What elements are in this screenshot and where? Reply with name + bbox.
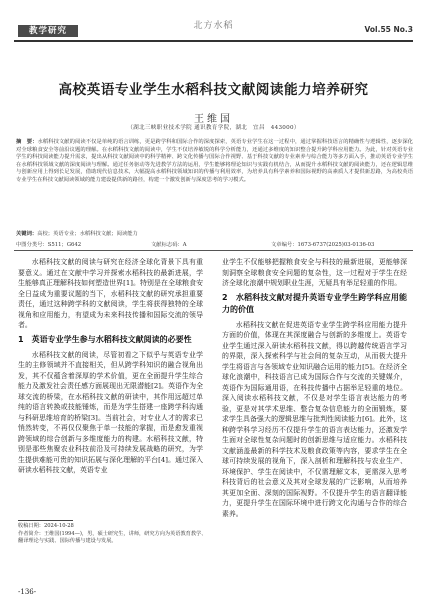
- classification-row: [16, 240, 413, 248]
- document-code: 文献标志码：A: [151, 242, 187, 248]
- received-date: 收稿日期：2024-10-28: [18, 523, 74, 529]
- volume-issue: Vol.55 No.3: [364, 25, 413, 34]
- classification-rule: [14, 250, 413, 251]
- author-name: 王维国: [194, 114, 233, 125]
- footnote-rule: [18, 520, 73, 521]
- paper-title: 高校英语专业学生水稻科技文献阅读能力培养研究: [58, 82, 369, 98]
- keywords: [16, 229, 413, 237]
- article-number: 文章编号：1673-6737(2025)03-0136-03: [271, 242, 375, 248]
- section-1-paragraph: 水稻科技文献的阅读，尽管初看之下似乎与英语专业学生的主修领域并不直接相关，但从跨学科知识的融合视角出发，其不仅蕴含着深厚的学术价值，更在全面提升学生综合能力及激发社会责任感方面展现出无限潜能[2]。英语作为全球交流的桥梁，在水稻科技文献的研读中，其作用远超过单纯的语言转换或技能锤炼，而是为学生搭建一座跨学科沟通与科研思维培育的桥梁[3]。当前社会，对专业人才的需求已悄然转变，不再仅仅聚焦于单一技能的掌握，而是愈发重视跨领域的综合创新与多维度能力的构建。水稻科技文献，特别是那些焦聚农业科技前沿及可持续发展战略的研究，为学生提供难能可贵的知识拓展与深化理解的平台[4]。通过深入研读水稻科技文献，英语专业: [18, 350, 203, 474]
- journal-name: 北方水稻: [193, 21, 234, 31]
- body-column-right: [222, 257, 407, 519]
- author-bio: 作者简介：王维国(1994—)，男，硕士研究生，讲师，研究方向为英语教育教学、翻译理论与实践、国际传播与建设与发展。: [18, 530, 207, 545]
- intro-paragraph: 水稻科技文献的阅读与研究在经济全球化背景下具有重要意义。通过在文献中学习并探索水稻科技的最新进展，学生能够真正理解科技如何塑造世界[1]。特别是在全球粮食安全日益成为重要议题的当下，水稻科技文献的研究承担重要责任，通过这种跨学科的文献阅读，学生将获得独特的全球视角和应用能力，有望成为未来科技传播和国际交流的领导者。: [18, 258, 203, 329]
- keywords-label: 关键词：: [16, 231, 38, 237]
- abstract-text: 水稻科技文献的阅读不仅是单纯的语言训练，更是跨学科和国际合作的深度探索，英语专业学生在这一过程中，通过掌握科技语言的精确性与逻辑性，逐步深化对全球粮食安全等前沿议题的理解。在水稻科技文献的阅读中，学生不仅培养敏锐的科学分析能力，还通过多维度的知识整合提升跨学科应用能力。为此，针对英语专业学生的科技阅读能力提升需求，提出从科技文献阅读中的科学精神、跨文化传播与国际合作视野、基于科技文献的专业素养与综合能力等多方面入手，推动英语专业学生在水稻科技领域文献的深度阅读与理解。通过任务驱动等先进教学方法的运用，学生能够将理论知识与实践有机结合，从而提升水稻科技文献的阅读能力，还在逻辑思维与创新应用上得到长足发展，借助现代信息技术，大幅提高水稻科技领域知识的传播与利用效率，为培养具有科学素养和国际视野的高素质人才提供新思路，为高校英语专业学生在科技文献阅读领域的能力建设提供新的路径，构建一个激发创新与深度思考的学习模式。: [16, 139, 413, 183]
- section-2-paragraph: 水稻科技文献在促进英语专业学生跨学科应用能力提升方面的价值，体现在其深度融合与创新的多维度上。英语专业学生通过深入研读水稻科技文献，得以跨越传统语言学习的界限，深入探索科学与社会间的复杂互动，从而极大提升学生将语言与各领域专业知识融合运用的能力[5]。在经济全球化浪潮中，科技语言已成为国际合作与交流的关键媒介，英语作为国际通用语，在科技传播中占据举足轻重的地位。深入阅读水稻科技文献，不仅是对学生语言表达能力的考验，更是对其学术思维、整合复杂信息能力的全面锻炼，要求学生具备强大的逻辑思维与批判性阅读能力[6]。此外，这种跨学科学习经历不仅提升学生的语言表达能力，还激发学生面对全球性复杂问题时的创新思维与适应能力。水稻科技文献涵盖最新的科学技术及粮食政策等内容，要求学生在全球可持续发展的视角下，深入剖析和理解科技与农业生产、环境保护、学生在阅读中，不仅需理解文本，更需深入思考科技背后的社会意义及其对全球发展的广泛影响，从而培养其更加全面、深刻的国际视野。不仅提升学生的语言翻译能力，更提升学生在国际环境中进行跨文化沟通与合作的综合素养。: [222, 320, 407, 518]
- abstract-label: 摘 要：: [16, 139, 38, 145]
- footnote: [18, 523, 208, 546]
- keywords-text: 高校；英语专业；水稻科技文献；阅读能力: [37, 231, 138, 237]
- abstract: [16, 139, 413, 185]
- header-rule: [14, 40, 413, 42]
- column-label: 教学研究: [18, 25, 78, 37]
- author-affiliation: （湖北三峡职业技术学院 通识教育学院，湖北 宜昌 443000）: [127, 125, 300, 131]
- section-1-heading: 1 英语专业学生参与水稻科技文献阅读的必要性: [18, 334, 192, 344]
- clc-number: 中图分类号：S511；G642: [16, 242, 82, 248]
- continued-paragraph: 业学生不仅能够把握粮食安全与科技的最新进展，更能够深刻洞察全球粮食安全问题的复杂性，这一过程对于学生在经济全球化浪潮中规划职业生涯，无疑具有举足轻重的作用。: [222, 258, 407, 287]
- body-column-left: [18, 257, 203, 476]
- section-2-heading: 2 水稻科技文献对提升英语专业学生跨学科应用能力的价值: [222, 292, 407, 314]
- page-number: -136-: [18, 588, 37, 596]
